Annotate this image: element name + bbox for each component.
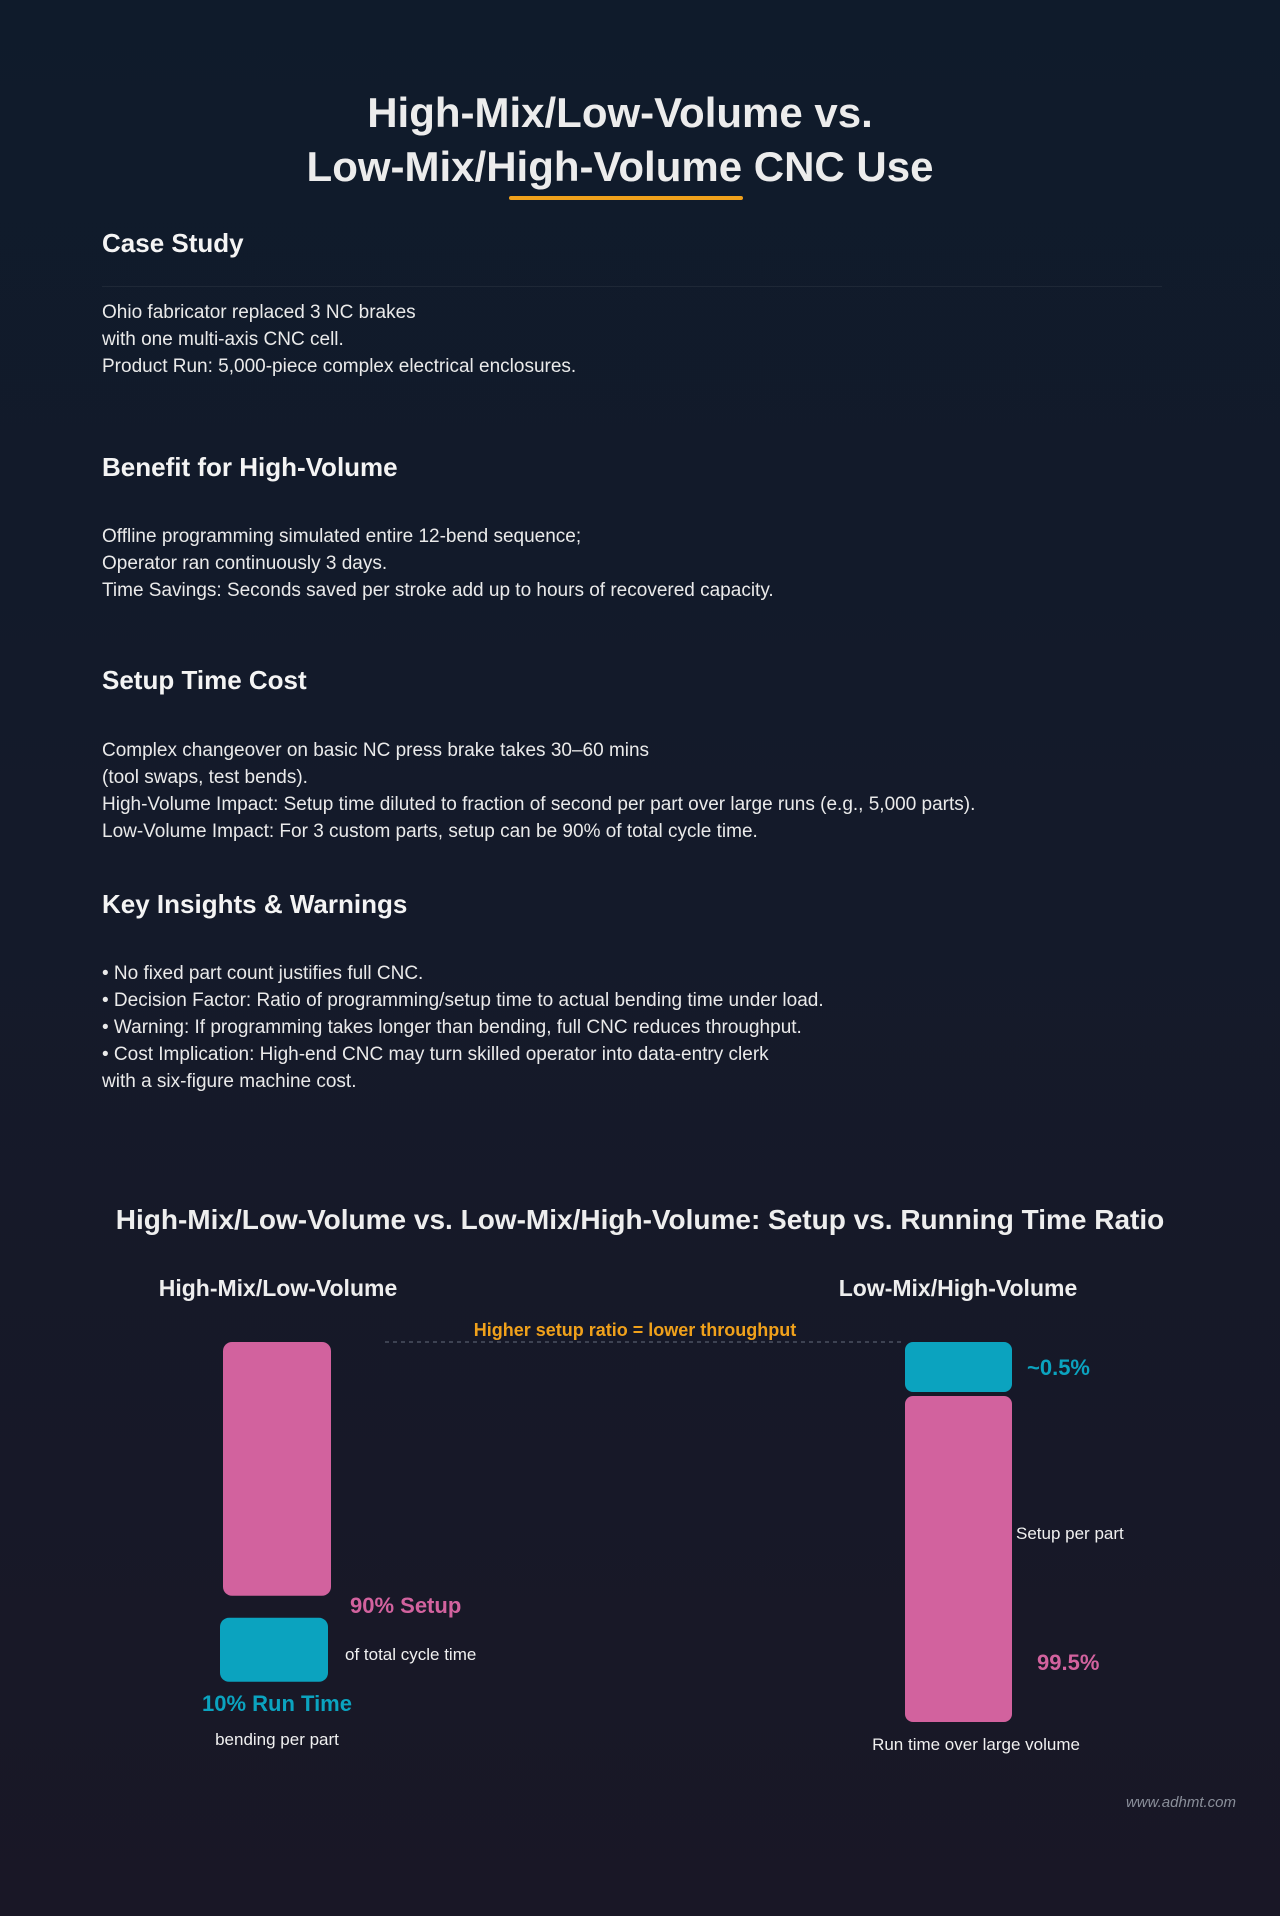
body-line: • No fixed part count justifies full CNC. — [102, 963, 424, 984]
section-heading-insights: Key Insights & Warnings — [102, 889, 408, 919]
section-heading-benefit: Benefit for High-Volume — [102, 452, 398, 482]
body-line: Ohio fabricator replaced 3 NC brakes — [102, 302, 416, 323]
bar-segment-run-low-mix — [905, 1396, 1012, 1722]
body-line: Low-Volume Impact: For 3 custom parts, setup can be 90% of total cycle time. — [102, 821, 758, 842]
body-line: Time Savings: Seconds saved per stroke add up to hours of recovered capacity. — [102, 580, 774, 601]
watermark: www.adhmt.com — [1125, 1794, 1236, 1811]
body-line: with a six-figure machine cost. — [102, 1071, 357, 1092]
sublabel-setup-high-mix: of total cycle time — [345, 1644, 477, 1664]
page-title-line-2: Low-Mix/High-Volume CNC Use — [306, 143, 934, 190]
sublabel-setup-low-mix: Setup per part — [1016, 1524, 1124, 1543]
data-label-run-high-mix: 10% Run Time — [202, 1690, 352, 1716]
body-line: • Decision Factor: Ratio of programming/setup time to actual bending time under load. — [102, 990, 824, 1011]
group-label-high-mix: High-Mix/Low-Volume — [158, 1275, 398, 1301]
sublabel-run-high-mix: bending per part — [215, 1729, 339, 1749]
body-line: Operator ran continuously 3 days. — [102, 553, 388, 574]
page-title-line-1: High-Mix/Low-Volume vs. — [367, 89, 873, 136]
bar-segment-setup-high-mix — [223, 1342, 331, 1596]
data-label-run-low-mix: 99.5% — [1037, 1650, 1100, 1675]
sublabel-run-low-mix: Run time over large volume — [872, 1735, 1080, 1754]
body-line: Complex changeover on basic NC press brake takes 30–60 mins — [102, 740, 650, 761]
chart-title: High-Mix/Low-Volume vs. Low-Mix/High-Volume: Setup vs. Running Time Ratio — [115, 1204, 1165, 1235]
body-line: • Cost Implication: High-end CNC may turn skilled operator into data-entry clerk — [102, 1044, 769, 1065]
data-label-setup-low-mix: ~0.5% — [1027, 1355, 1090, 1380]
section-heading-case-study: Case Study — [102, 228, 244, 258]
body-line: Product Run: 5,000-piece complex electrical enclosures. — [102, 356, 577, 377]
bar-segment-run-high-mix — [220, 1618, 328, 1682]
annotation-text: Higher setup ratio = lower throughput — [473, 1320, 797, 1340]
body-line: Offline programming simulated entire 12-bend sequence; — [102, 526, 582, 547]
body-line: High-Volume Impact: Setup time diluted to fraction of second per part over large runs (e.g., 5,000 parts). — [102, 794, 976, 815]
body-line: • Warning: If programming takes longer than bending, full CNC reduces throughput. — [102, 1017, 802, 1038]
section-heading-setup-cost: Setup Time Cost — [102, 665, 307, 695]
body-line: (tool swaps, test bends). — [102, 767, 308, 788]
data-label-setup-high-mix: 90% Setup — [350, 1592, 462, 1618]
body-line: with one multi-axis CNC cell. — [102, 329, 344, 350]
group-label-low-mix: Low-Mix/High-Volume — [838, 1275, 1078, 1301]
bar-segment-setup-low-mix — [905, 1342, 1012, 1392]
